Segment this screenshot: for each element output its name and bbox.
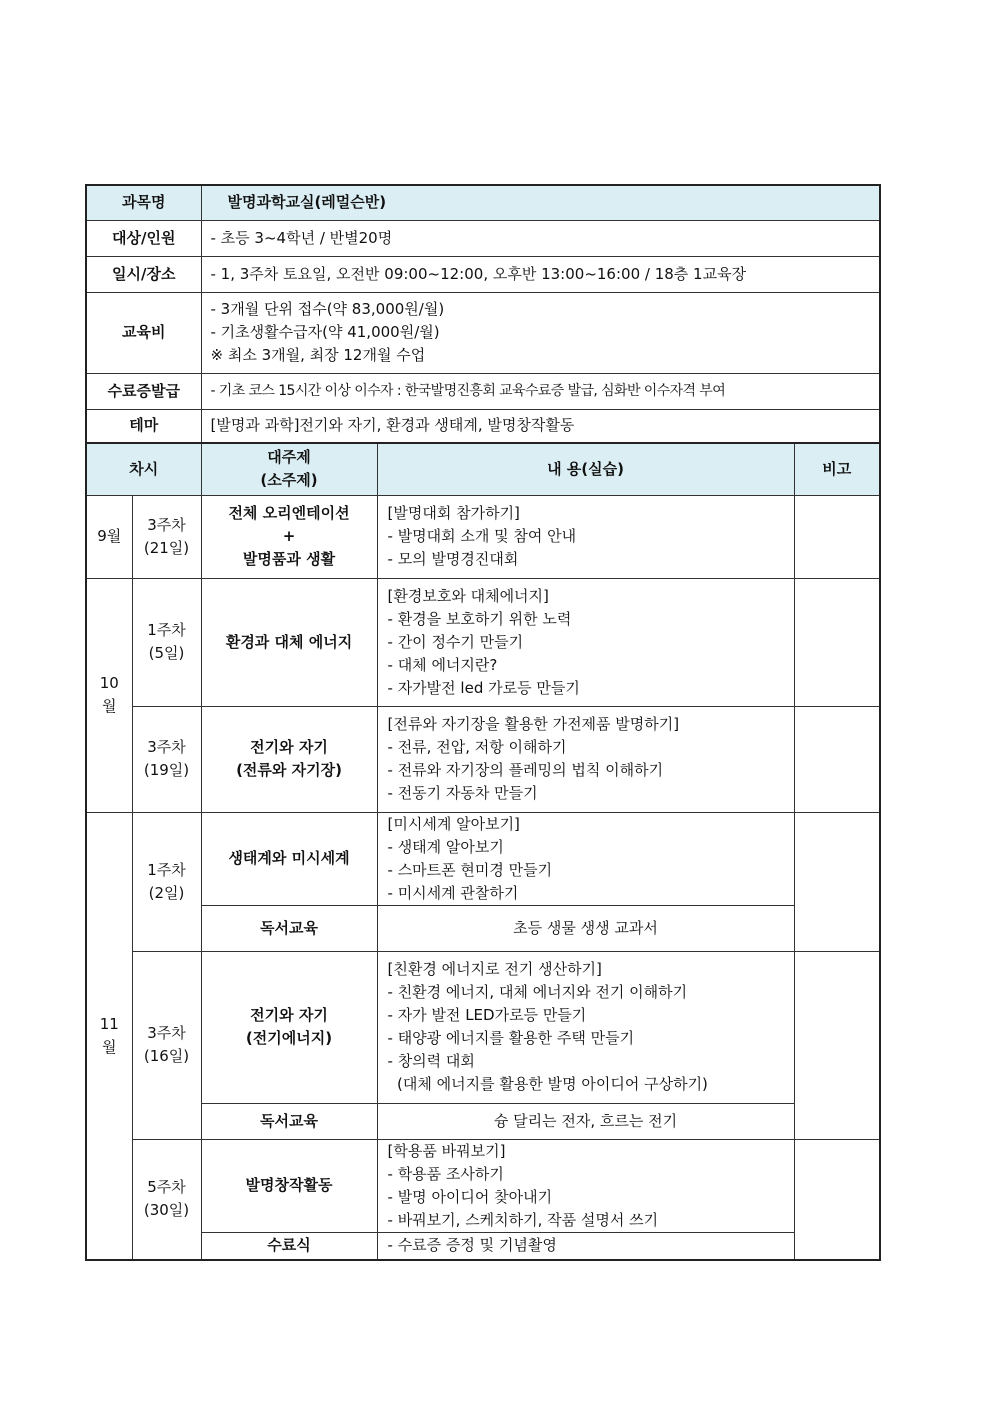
- session-header: 차시: [86, 443, 201, 495]
- month-sep: 9월: [86, 495, 132, 578]
- schedule-table: [85, 442, 881, 1261]
- note-cell: [794, 951, 880, 1139]
- target-row: [86, 220, 880, 256]
- content-cell: [377, 706, 794, 812]
- topic-line: 전기와 자기: [250, 1006, 328, 1024]
- month-nov: [86, 812, 132, 1260]
- content-cell: [377, 1139, 794, 1232]
- topic-header-line1: 대주제: [267, 448, 311, 467]
- session-cell: [132, 706, 201, 812]
- content-cell: [377, 495, 794, 578]
- fee-line: - 3개월 단위 접수(약 83,000원/월): [210, 300, 445, 318]
- month-text: 월: [102, 1037, 117, 1056]
- note-cell: [794, 495, 880, 578]
- topic-header: [201, 443, 377, 495]
- month-text: 10: [99, 674, 119, 692]
- content-line: - 전류, 전압, 저항 이해하기: [387, 738, 567, 756]
- note-cell: [794, 578, 880, 706]
- note-cell: [794, 1139, 880, 1260]
- course-info-table: [85, 184, 881, 444]
- content-header: 내 용(실습): [377, 443, 794, 495]
- cert-row: [86, 373, 880, 409]
- course-label: 과목명: [86, 185, 201, 220]
- table-row: [86, 1232, 880, 1260]
- sub-topic-cell: 독서교육: [201, 905, 377, 951]
- note-header: 비고: [794, 443, 880, 495]
- content-line: - 간이 정수기 만들기: [387, 632, 524, 651]
- date-label: (5일): [148, 644, 185, 662]
- content-line: - 친환경 에너지, 대체 에너지와 전기 이해하기: [387, 983, 688, 1001]
- content-line: [환경보호와 대체에너지]: [387, 586, 549, 605]
- table-row: [86, 812, 880, 905]
- table-row: [86, 1103, 880, 1139]
- session-cell: [132, 951, 201, 1139]
- note-cell: [794, 812, 880, 951]
- week-label: 1주차: [147, 860, 186, 879]
- content-line: - 태양광 에너지를 활용한 주택 만들기: [387, 1029, 635, 1047]
- theme-value: [발명과 과학]전기와 자기, 환경과 생태계, 발명창작활동: [201, 409, 880, 443]
- content-line: [미시세계 알아보기]: [387, 814, 520, 833]
- content-line: - 바꿔보기, 스케치하기, 작품 설명서 쓰기: [387, 1210, 659, 1229]
- content-line: [친환경 에너지로 전기 생산하기]: [387, 960, 602, 978]
- month-text: 월: [102, 697, 117, 715]
- course-row: [86, 185, 880, 220]
- table-row: [86, 1139, 880, 1232]
- content-line: - 환경을 보호하기 위한 노력: [387, 609, 572, 628]
- topic-line: 환경과 대체 에너지: [225, 632, 353, 651]
- topic-line: 생태계와 미시세계: [228, 849, 350, 867]
- topic-header-line2: (소주제): [260, 471, 318, 490]
- note-cell: [794, 706, 880, 812]
- session-cell: [132, 578, 201, 706]
- content-line: - 대체 에너지란?: [387, 655, 498, 674]
- week-label: 3주차: [147, 1024, 186, 1042]
- sub-content-cell: 초등 생물 생생 교과서: [377, 905, 794, 951]
- content-line: - 자가발전 led 가로등 만들기: [387, 678, 580, 697]
- datetime-row: [86, 256, 880, 292]
- topic-cell: [201, 1139, 377, 1232]
- content-line: - 창의력 대회: [387, 1052, 475, 1070]
- content-line: [전류와 자기장을 활용한 가전제품 발명하기]: [387, 715, 680, 733]
- topic-cell: [201, 495, 377, 578]
- session-cell: [132, 1139, 201, 1260]
- session-cell: [132, 495, 201, 578]
- cert-value: - 기초 코스 15시간 이상 이수자 : 한국발명진흥회 교육수료증 발급, 심화반 이수자격 부여: [201, 373, 880, 409]
- date-label: (16일): [143, 1047, 190, 1065]
- content-line: - 전류와 자기장의 플레밍의 법칙 이해하기: [387, 761, 664, 779]
- topic-line: (전기에너지): [245, 1029, 333, 1047]
- content-line: - 미시세계 관찰하기: [387, 883, 519, 902]
- date-label: (30일): [143, 1201, 190, 1220]
- schedule-header-row: [86, 443, 880, 495]
- topic-line: 전기와 자기: [250, 738, 328, 756]
- content-line: - 전동기 자동차 만들기: [387, 784, 538, 802]
- datetime-value: - 1, 3주차 토요일, 오전반 09:00~12:00, 오후반 13:00~16:00 / 18층 1교육장: [201, 256, 880, 292]
- session-cell: [132, 812, 201, 951]
- week-label: 3주차: [147, 738, 186, 756]
- date-label: (21일): [143, 538, 190, 557]
- fee-label: 교육비: [86, 292, 201, 373]
- sub-topic-cell: 독서교육: [201, 1103, 377, 1139]
- sub-topic-cell: 수료식: [201, 1232, 377, 1260]
- date-label: (19일): [143, 761, 190, 779]
- table-row: [86, 706, 880, 812]
- date-label: (2일): [148, 883, 185, 902]
- week-label: 5주차: [147, 1178, 186, 1197]
- content-line: - 모의 발명경진대회: [387, 550, 519, 568]
- topic-line: 전체 오리엔테이션: [228, 504, 350, 522]
- topic-cell: [201, 578, 377, 706]
- datetime-label: 일시/장소: [86, 256, 201, 292]
- course-value: 발명과학교실(레멀슨반): [201, 185, 880, 220]
- topic-cell: [201, 951, 377, 1103]
- sub-content-cell: 슝 달리는 전자, 흐르는 전기: [377, 1103, 794, 1139]
- content-cell: [377, 578, 794, 706]
- content-line: - 자가 발전 LED가로등 만들기: [387, 1006, 587, 1024]
- content-cell: [377, 812, 794, 905]
- fee-cell: [201, 292, 880, 373]
- fee-line: - 기초생활수급자(약 41,000원/월): [210, 323, 440, 341]
- month-text: 11: [99, 1014, 119, 1033]
- content-line: - 학용품 조사하기: [387, 1164, 504, 1183]
- week-label: 1주차: [147, 621, 186, 639]
- fee-line: ※ 최소 3개월, 최장 12개월 수업: [210, 346, 426, 364]
- content-line: [학용품 바꿔보기]: [387, 1141, 506, 1160]
- topic-line: (전류와 자기장): [236, 761, 342, 779]
- topic-cell: [201, 706, 377, 812]
- table-row: [86, 578, 880, 706]
- content-line: (대체 에너지를 활용한 발명 아이디어 구상하기): [387, 1075, 708, 1093]
- table-row: [86, 495, 880, 578]
- table-row: [86, 951, 880, 1103]
- topic-cell: [201, 812, 377, 905]
- topic-line: +: [282, 527, 296, 545]
- fee-row: [86, 292, 880, 373]
- month-oct: [86, 578, 132, 812]
- topic-line: 발명품과 생활: [242, 550, 336, 568]
- table-row: [86, 905, 880, 951]
- sub-content-cell: - 수료증 증정 및 기념촬영: [377, 1232, 794, 1260]
- content-line: [발명대회 참가하기]: [387, 504, 520, 522]
- target-value: - 초등 3~4학년 / 반별20명: [201, 220, 880, 256]
- content-line: - 발명대회 소개 및 참여 안내: [387, 527, 577, 545]
- target-label: 대상/인원: [86, 220, 201, 256]
- theme-label: 테마: [86, 409, 201, 443]
- topic-line: 발명창작활동: [245, 1176, 333, 1194]
- cert-label: 수료증발급: [86, 373, 201, 409]
- theme-row: [86, 409, 880, 443]
- content-line: - 생태계 알아보기: [387, 837, 504, 856]
- content-cell: [377, 951, 794, 1103]
- content-line: - 스마트폰 현미경 만들기: [387, 860, 553, 879]
- week-label: 3주차: [147, 515, 186, 534]
- content-line: - 발명 아이디어 찾아내기: [387, 1187, 553, 1206]
